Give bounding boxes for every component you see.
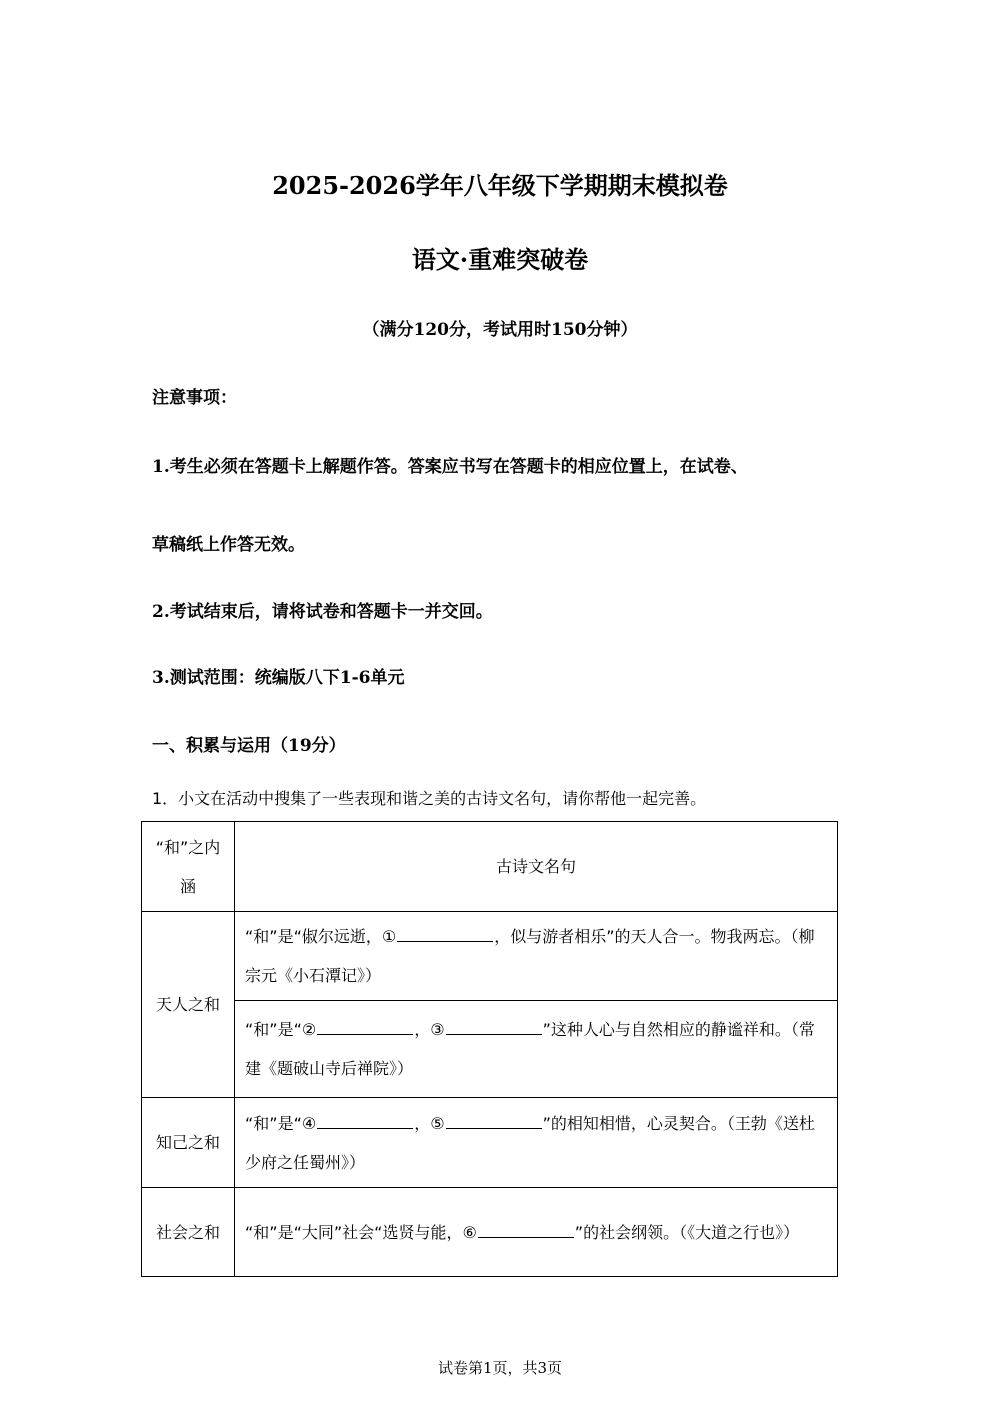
section-heading: 一、积累与运用（19分） bbox=[152, 736, 346, 756]
quote-text: ，⑤ bbox=[414, 1113, 445, 1133]
note-item-3: 3.测试范围：统编版八下1-6单元 bbox=[152, 668, 405, 688]
quote-text: ”的相知相惜，心灵契合。（王勃《送杜少府之任蜀州》） bbox=[245, 1113, 815, 1172]
quote-text: ，③ bbox=[414, 1020, 445, 1039]
col1-header: “和”之内涵 bbox=[142, 822, 235, 912]
question-1-prompt: 1．小文在活动中搜集了一些表现和谐之美的古诗文名句，请你帮他一起完善。 bbox=[152, 789, 707, 808]
table-header-row bbox=[142, 822, 838, 912]
category-cell: 知己之和 bbox=[142, 1098, 235, 1188]
answer-blank-4[interactable] bbox=[317, 1114, 413, 1129]
answer-blank-5[interactable] bbox=[446, 1114, 542, 1129]
col2-header: 古诗文名句 bbox=[235, 822, 838, 912]
notes-heading: 注意事项： bbox=[152, 388, 237, 408]
note-item-1-line-1: 1.考生必须在答题卡上解题作答。答案应书写在答题卡的相应位置上，在试卷、 bbox=[152, 457, 748, 477]
score-info: （满分120分，考试用时150分钟） bbox=[362, 320, 638, 340]
quote-text: “和”是“大同”社会“选贤与能，⑥ bbox=[245, 1222, 477, 1242]
note-item-2: 2.考试结束后，请将试卷和答题卡一并交回。 bbox=[152, 602, 493, 622]
quote-cell bbox=[235, 1098, 838, 1188]
quote-cell bbox=[235, 1188, 838, 1277]
page-footer: 试卷第1页，共3页 bbox=[437, 1359, 563, 1377]
table-row bbox=[142, 1188, 838, 1277]
exam-subtitle: 语文·重难突破卷 bbox=[411, 245, 589, 274]
answer-blank-1[interactable] bbox=[397, 927, 493, 942]
poem-table bbox=[141, 821, 838, 1277]
quote-cell bbox=[235, 1001, 838, 1098]
note-item-1-line-2: 草稿纸上作答无效。 bbox=[152, 535, 305, 555]
quote-text: ，似与游者相乐”的天人合一。物我两忘。（柳宗元《小石潭记》） bbox=[245, 927, 815, 985]
quote-text: “和”是“② bbox=[245, 1020, 317, 1039]
quote-text: “和”是“俶尔远逝，① bbox=[245, 927, 397, 946]
category-cell: 社会之和 bbox=[142, 1188, 235, 1277]
exam-title: 2025-2026学年八年级下学期期末模拟卷 bbox=[272, 171, 728, 200]
table-row bbox=[142, 1001, 838, 1098]
quote-text: ”的社会纲领。（《大道之行也》） bbox=[574, 1222, 800, 1242]
quote-text: ”这种人心与自然相应的静谧祥和。（常建《题破山寺后禅院》） bbox=[245, 1020, 815, 1078]
answer-blank-6[interactable] bbox=[478, 1223, 574, 1238]
answer-blank-2[interactable] bbox=[317, 1020, 413, 1035]
answer-blank-3[interactable] bbox=[446, 1020, 542, 1035]
category-cell: 天人之和 bbox=[142, 912, 235, 1098]
table-row bbox=[142, 912, 838, 1001]
quote-text: “和”是“④ bbox=[245, 1113, 317, 1133]
table-row bbox=[142, 1098, 838, 1188]
quote-cell bbox=[235, 912, 838, 1001]
